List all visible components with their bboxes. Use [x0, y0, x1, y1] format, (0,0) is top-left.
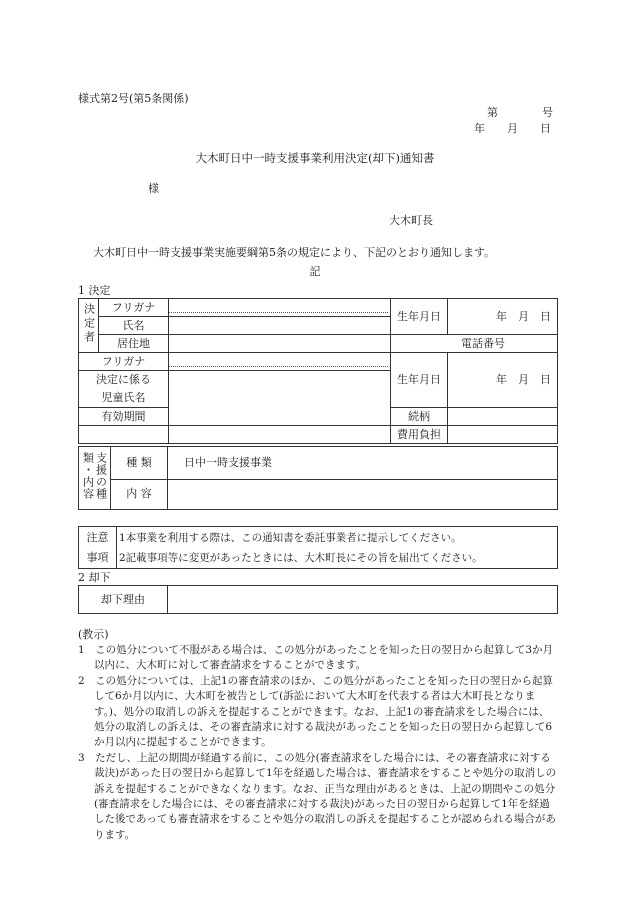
- support-side-label-cell: [79, 447, 111, 510]
- cost-label: 費用負担: [391, 426, 448, 444]
- birthdate-label: 生年月日: [391, 299, 448, 335]
- child-furigana-field[interactable]: [169, 353, 391, 371]
- caution-text: [117, 527, 558, 569]
- document-number: 第 号: [487, 106, 553, 119]
- decision-table: [78, 298, 558, 444]
- decider-label: 決定者: [82, 302, 96, 345]
- valid-period-field[interactable]: [79, 426, 169, 444]
- child-name-field[interactable]: [169, 371, 391, 426]
- document-title: 大木町日中一時支援事業利用決定(却下)通知書: [195, 151, 435, 165]
- form-number: 様式第2号(第5条関係): [78, 92, 189, 105]
- support-type-value[interactable]: 日中一時支援事業: [168, 447, 558, 480]
- support-table: [78, 446, 558, 510]
- document-date: 年 月 日: [474, 122, 551, 135]
- addressee-suffix: 様: [148, 182, 159, 195]
- support-type-label: 種 類: [111, 447, 168, 480]
- caution-label: [79, 527, 117, 569]
- rejection-reason-field[interactable]: [168, 586, 558, 614]
- rejection-table: [78, 585, 558, 614]
- name-label: 氏名: [99, 317, 169, 335]
- caution-label-line1: 注意: [86, 530, 109, 544]
- note-item-2: 2 この処分については、上記1の審査請求のほか、この処分があったことを知った日の翌日から起算して6か月以内に、大木町を被告として(訴訟において大木町を代表する者は大木町長となります。)、処分の取消しの訴えを提起することができます。なお、上記1の審査請求をした場合には、処分の取消しの訴えは、その審査請求に対する裁決があったことを知った日の翌日から起算して6か月以内に提起することができます。: [78, 674, 554, 749]
- sender-name: 大木町長: [389, 214, 433, 227]
- phone-label: 電話番号: [391, 335, 558, 353]
- name-field[interactable]: [169, 317, 391, 335]
- section-decision-title: 1 決定: [78, 284, 111, 297]
- child-name-label: [79, 371, 169, 408]
- section-rejection-title: 2 却下: [78, 571, 111, 584]
- child-birthdate-value[interactable]: 年 月 日: [448, 353, 558, 408]
- child-name-label-line1: 決定に係る: [96, 373, 151, 386]
- valid-period-value[interactable]: [169, 426, 391, 444]
- cost-field[interactable]: [448, 426, 558, 444]
- caution-label-line2: 事項: [86, 550, 109, 564]
- note-item-1: 1 この処分について不服がある場合は、この処分があったことを知った日の翌日から起算して3か月以内に、大木町に対して審査請求をすることができます。: [78, 644, 554, 672]
- rejection-reason-label: 却下理由: [79, 586, 168, 614]
- notes-list: [78, 643, 558, 843]
- child-name-label-line2: 児童氏名: [101, 391, 146, 404]
- note-item-3: 3 ただし、上記の期間が経過する前に、この処分(審査請求をした場合には、その審査請求に対する裁決)があった日の翌日から起算して1年を経過した場合は、審査請求をすることや処分の取消しの訴えを提起することができなくなります。なお、正当な理由があるときは、上記の期間やこの処分(審査請求をした場合には、その審査請求に対する裁決)があった日の翌日から起算して1年を経過した後であっても審査請求をすることや処分の取消しの訴えを提起することが認められる場合があります。: [78, 751, 557, 841]
- child-birthdate-label: 生年月日: [391, 353, 448, 408]
- ki-heading: 記: [309, 265, 321, 278]
- birthdate-value[interactable]: 年 月 日: [448, 299, 558, 335]
- valid-period-label: 有効期間: [79, 408, 169, 426]
- caution-table: [78, 526, 558, 569]
- furigana-label: フリガナ: [99, 299, 169, 317]
- support-content-field[interactable]: [168, 479, 558, 509]
- support-content-label: 内 容: [111, 479, 168, 509]
- relation-label: 続柄: [391, 408, 448, 426]
- relation-field[interactable]: [448, 408, 558, 426]
- caution-line-2: 2記載事項等に変更があったときには、大木町長にその旨を届出てください。: [119, 551, 483, 564]
- furigana-field[interactable]: [169, 299, 391, 317]
- child-furigana-label: フリガナ: [79, 353, 169, 371]
- caution-line-1: 1本事業を利用する際は、この通知書を委託事業者に提示してください。: [119, 531, 462, 544]
- decider-label-cell: [79, 299, 99, 353]
- address-label: 居住地: [99, 335, 169, 353]
- support-side-label: 支援の種類・内容: [81, 452, 108, 500]
- address-field[interactable]: [169, 335, 391, 353]
- intro-text: 大木町日中一時支援事業実施要綱第5条の規定により、下記のとおり通知します。: [93, 246, 496, 259]
- notes-heading: (教示): [78, 628, 109, 641]
